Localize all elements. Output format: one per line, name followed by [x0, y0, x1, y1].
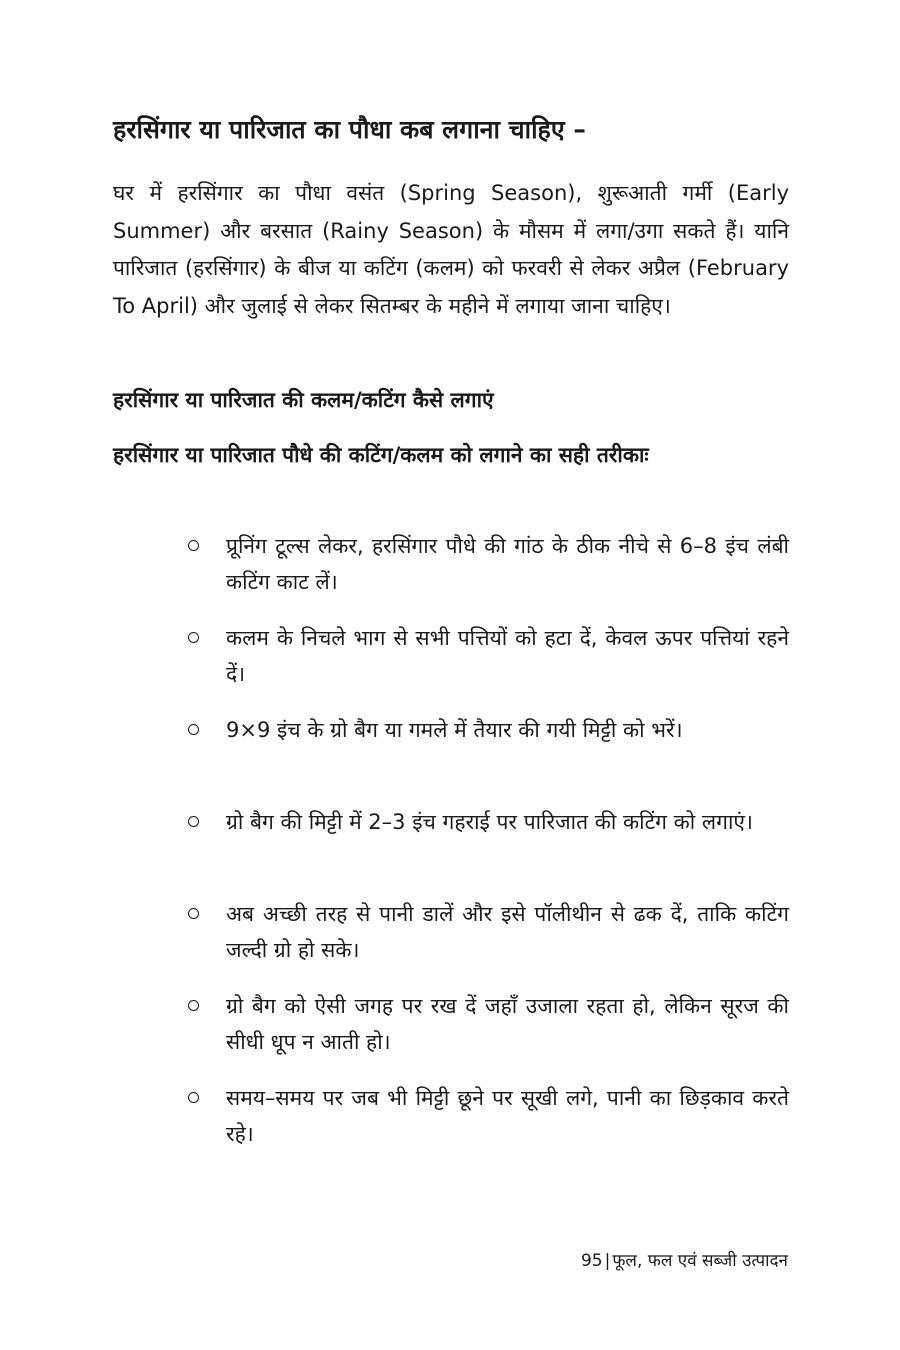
step-text: ग्रो बैग को ऐसी जगह पर रख दें जहाँ उजाला रहता हो, लेकिन सूरज की सीधी धूप न आती हो। [226, 994, 789, 1054]
book-title: फूल, फल एवं सब्जी उत्पादन [612, 1251, 788, 1271]
list-item [188, 988, 789, 1080]
list-item [188, 804, 789, 896]
intro-paragraph: घर में हरसिंगार का पौधा वसंत (Spring Season), शुरूआती गर्मी (Early Summer) और बरसात (Rainy Season) के मौसम में लगा/उगा सकते हैं। यानि पारिजात (हरसिंगार) के बीज या कटिंग (कलम) को फरवरी से लेकर अप्रैल (February To April) और जुलाई से लेकर सितम्बर के महीने में लगाया जाना चाहिए। [113, 181, 789, 318]
footer-separator: | [604, 1251, 611, 1271]
list-item [188, 712, 789, 804]
step-text: अब अच्छी तरह से पानी डालें और इसे पॉलीथीन से ढक दें, ताकि कटिंग जल्दी ग्रो हो सके। [226, 902, 789, 962]
step-text: प्रूनिंग टूल्स लेकर, हरसिंगार पौधे की गांठ के ठीक नीचे से 6–8 इंच लंबी कटिंग काट लें। [226, 534, 789, 594]
list-item [188, 896, 789, 988]
circle-bullet-icon [188, 1000, 199, 1011]
circle-bullet-icon [188, 1092, 199, 1103]
page-footer [581, 1249, 788, 1273]
steps-list [188, 528, 789, 1172]
list-item [188, 528, 789, 620]
step-text: समय–समय पर जब भी मिट्टी छूने पर सूखी लगे, पानी का छिड़काव करते रहे। [226, 1086, 789, 1146]
cutting-heading: हरसिंगार या पारिजात की कलम/कटिंग कैसे लगाएं [113, 388, 494, 412]
circle-bullet-icon [188, 632, 199, 643]
main-heading: हरसिंगार या पारिजात का पौधा कब लगाना चाहिए – [113, 115, 586, 144]
circle-bullet-icon [188, 724, 199, 735]
circle-bullet-icon [188, 540, 199, 551]
method-heading: हरसिंगार या पारिजात पौधे की कटिंग/कलम को लगाने का सही तरीकाः [113, 443, 649, 467]
list-item [188, 1080, 789, 1172]
list-item [188, 620, 789, 712]
page-number: 95 [580, 1251, 603, 1271]
step-text: 9×9 इंच के ग्रो बैग या गमले में तैयार की गयी मिट्टी को भरें। [226, 718, 683, 742]
step-text: कलम के निचले भाग से सभी पत्तियों को हटा दें, केवल ऊपर पत्तियां रहने दें। [226, 626, 789, 686]
step-text: ग्रो बैग की मिट्टी में 2–3 इंच गहराई पर पारिजात की कटिंग को लगाएं। [226, 810, 753, 834]
circle-bullet-icon [188, 816, 199, 827]
circle-bullet-icon [188, 908, 199, 919]
